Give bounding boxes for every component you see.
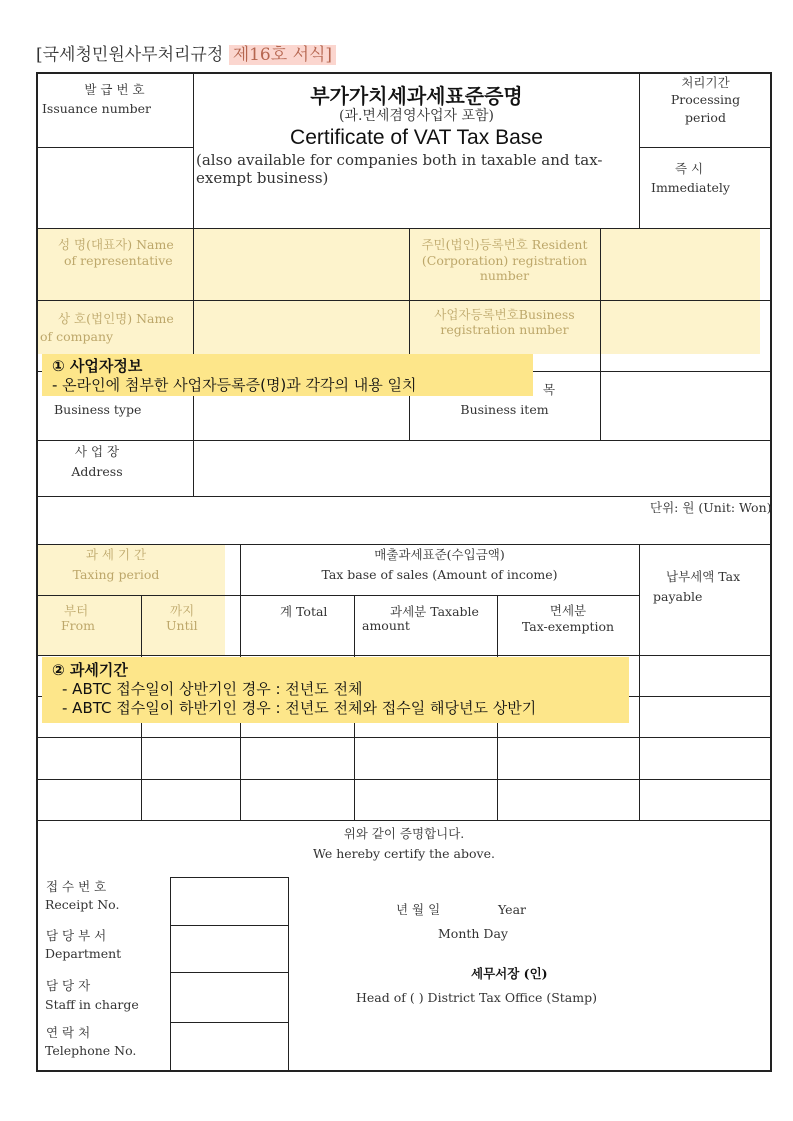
unit-label: 단위: 원 (Unit: Won) — [650, 500, 772, 515]
resident-no-label-2: (Corporation) registration — [421, 253, 588, 268]
telephone-label-en: Telephone No. — [45, 1043, 137, 1058]
resident-no-label-3: number — [479, 268, 530, 283]
tax-base-en: Tax base of sales (Amount of income) — [321, 567, 558, 582]
subtitle-en-2: exempt business) — [196, 169, 329, 187]
annotation-taxing-period-line1: - ABTC 접수일이 상반기인 경우 : 전년도 전체 — [62, 680, 363, 698]
representative-label-en: of representative — [64, 253, 173, 268]
date-year: Year — [498, 902, 526, 917]
subtitle-en-1: (also available for companies both in taxable and tax- — [196, 151, 603, 169]
business-type-label: Business type — [54, 402, 142, 417]
until-ko: 까지 — [170, 603, 195, 618]
annotation-taxing-period-line2: - ABTC 접수일이 하반기인 경우 : 전년도 전체와 접수일 해당년도 상반기 — [62, 699, 537, 717]
title-ko: 부가가치세과세표준증명 — [310, 84, 523, 108]
tax-base-ko: 매출과세표준(수입금액) — [374, 547, 505, 562]
taxable-label-ko: 과세분 Taxable — [390, 604, 479, 619]
annotation-business-info — [42, 354, 533, 396]
processing-label-en2: period — [685, 110, 726, 125]
processing-label-ko: 처리기간 — [681, 75, 730, 90]
processing-label-en1: Processing — [670, 92, 741, 107]
taxing-period-ko: 과 세 기 간 — [85, 547, 147, 562]
taxing-period-en: Taxing period — [72, 567, 160, 582]
business-reg-label-2: registration number — [440, 322, 569, 337]
staff-label-ko: 담 당 자 — [46, 978, 91, 993]
annotation-taxing-period-title: ② 과세기간 — [52, 661, 128, 679]
exempt-label-ko: 면세분 — [549, 603, 587, 618]
total-label: 계 Total — [280, 604, 328, 619]
exempt-label-en: Tax-exemption — [521, 619, 615, 634]
department-label-ko: 담 당 부 서 — [46, 928, 107, 943]
form-number: 제16호 서식] — [229, 45, 336, 65]
annotation-business-info-line1: - 온라인에 첨부한 사업자등록증(명)과 각각의 내용 일치 — [52, 376, 417, 394]
telephone-label-ko: 연 락 처 — [46, 1025, 91, 1040]
taxable-label-en: amount — [362, 618, 410, 633]
annotation-taxing-period — [42, 657, 629, 723]
date-ko: 년 월 일 — [396, 902, 441, 917]
company-label-en: of company — [40, 329, 114, 344]
certify-ko: 위와 같이 증명합니다. — [343, 826, 465, 841]
address-label-en: Address — [71, 464, 123, 479]
tax-payable-en: payable — [653, 589, 703, 604]
immediately-en: Immediately — [651, 180, 730, 195]
until-en: Until — [166, 618, 198, 633]
from-en: From — [61, 618, 96, 633]
date-month-day: Month Day — [438, 926, 508, 941]
department-label-en: Department — [45, 946, 122, 961]
tax-payable-ko: 납부세액 Tax — [666, 569, 741, 584]
representative-label-ko: 성 명(대표자) Name — [58, 237, 174, 252]
business-item-label-ko: 목 — [543, 382, 556, 397]
issuance-label-en: Issuance number — [41, 101, 152, 116]
staff-label-en: Staff in charge — [45, 997, 139, 1012]
business-item-label-en: Business item — [460, 402, 549, 417]
immediately-ko: 즉 시 — [674, 161, 704, 176]
receipt-label-en: Receipt No. — [45, 897, 120, 912]
issuance-label-ko: 발 급 번 호 — [84, 82, 145, 97]
annotation-business-info-title: ① 사업자정보 — [52, 357, 143, 375]
business-reg-label-1: 사업자등록번호Business — [434, 307, 575, 322]
address-label-ko: 사 업 장 — [74, 444, 120, 459]
receipt-label-ko: 접 수 번 호 — [46, 879, 107, 894]
company-label-ko: 상 호(법인명) Name — [58, 311, 174, 326]
regulation-text: [국세청민원사무처리규정 — [36, 45, 224, 65]
title-en: Certificate of VAT Tax Base — [290, 126, 543, 149]
certify-en: We hereby certify the above. — [313, 846, 495, 861]
regulation-label — [36, 44, 336, 66]
resident-no-label-1: 주민(법인)등록번호 Resident — [421, 237, 588, 252]
office-en: Head of ( ) District Tax Office (Stamp) — [356, 990, 597, 1005]
office-ko: 세무서장 (인) — [471, 966, 548, 981]
from-ko: 부터 — [64, 603, 89, 618]
subtitle-ko: (과.면세겸영사업자 포함) — [338, 108, 495, 124]
